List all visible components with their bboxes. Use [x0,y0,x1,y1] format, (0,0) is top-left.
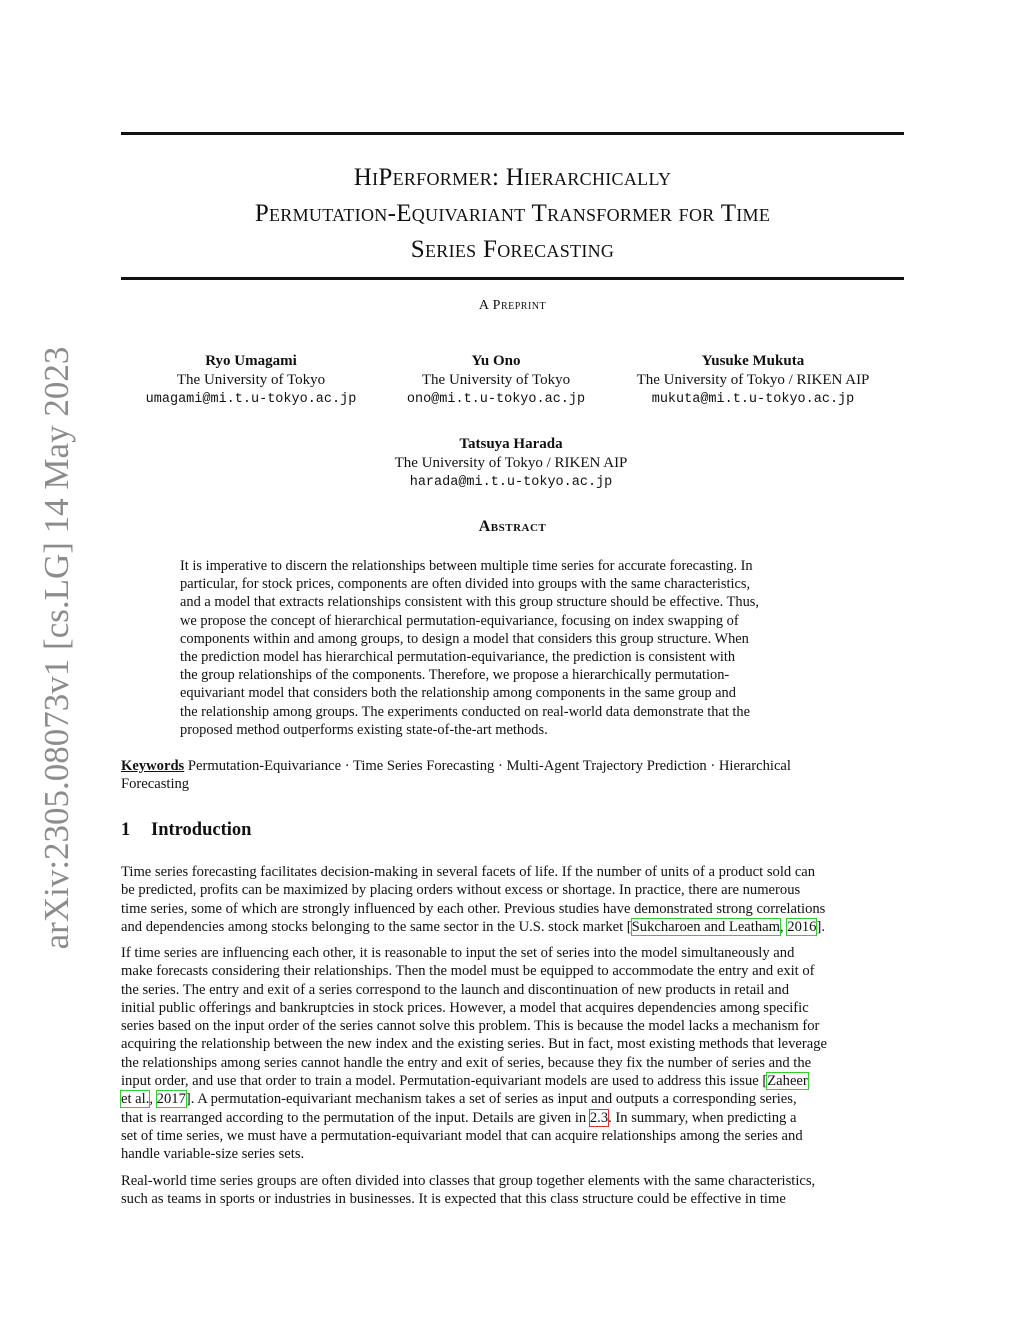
citation-link[interactable]: 2017 [156,1091,186,1108]
keywords-label: Keywords [121,758,185,774]
preprint-label: A Preprint [478,298,547,313]
keywords-list: Permutation-Equivariance · Time Series Forecasting · Multi-Agent Trajectory Prediction · Hierarchical [184,758,791,774]
citation-link[interactable]: Sukcharoen and Leatham [631,918,780,935]
text-line: be predicted, profits can be maximized by placing orders without excess or shortage. In practice, there are numerous [121,882,801,899]
text-line: make forecasts considering their relationships. Then the model must be equipped to accommodate the entry and exit of [121,963,815,980]
abstract-line: we propose the concept of hierarchical permutation-equivariance, focusing on index swapping of [180,612,739,629]
author-name: Yusuke Mukuta [701,353,805,369]
author-name: Tatsuya Harada [459,436,563,452]
text-line: input order, and use that order to train a model. Permutation-equivariant models are used to address this issue [Zaheer [121,1073,808,1090]
text-line: such as teams in sports or industries in businesses. It is expected that this class structure could be effective in time [121,1191,786,1208]
abstract-line: the relationship among groups. The experiments conducted on real-world data demonstrate that the [180,703,750,720]
author-affiliation: The University of Tokyo [421,372,571,388]
keywords [121,758,904,793]
citation-link[interactable]: 2016 [787,918,817,935]
text-line: the series. The entry and exit of a series correspond to the launch and discontinuation of new products in retail and [121,981,790,998]
abstract-text [180,557,847,739]
abstract-line: the group relationships of the components. Therefore, we propose a hierarchically permutation- [180,667,730,684]
author-block [618,352,888,409]
abstract-line: It is imperative to discern the relationships between multiple time series for accurate forecasting. In [180,558,753,574]
title-line: Series Forecasting [410,236,615,263]
text-line: set of time series, we must have a permutation-equivariant model that can acquire relationships among the series and [121,1127,803,1144]
text-line: and dependencies among stocks belonging to the same sector in the U.S. stock market [Sukcharoen and Leatham, 2016]. [121,918,825,935]
text-line: Time series forecasting facilitates decision-making in several facets of life. If the number of units of a product sold can [121,864,816,880]
text-line: acquiring the relationship between the new index and the existing series. But in fact, most existing methods that leverage [121,1036,827,1053]
abstract-line: components within and among groups, to design a model that considers this group structure. When [180,630,749,647]
paragraph [121,944,904,1164]
paragraph [121,863,904,936]
text-line: et al., 2017]. A permutation-equivariant mechanism takes a set of series as input and outputs a corresponding series, [121,1091,797,1108]
text-line: If time series are influencing each other, it is reasonable to input the set of series into the model simultaneously and [121,945,795,961]
abstract-line: and a model that extracts relationships consistent with this group structure should be effective. Thus, [180,594,759,611]
title-bottom-rule [121,277,904,280]
abstract-line: proposed method outperforms existing state-of-the-art methods. [180,721,548,738]
text-line: series based on the input order of the series cannot solve this problem. This is because the model lacks a mechanism for [121,1018,820,1035]
author-affiliation: The University of Tokyo [176,372,326,388]
author-name: Ryo Umagami [205,353,297,369]
citation-link[interactable]: et al. [121,1091,150,1108]
author-email[interactable]: ono@mi.t.u-tokyo.ac.jp [406,392,586,407]
author-email[interactable]: umagami@mi.t.u-tokyo.ac.jp [145,392,357,407]
paper-title [121,160,904,268]
text-line: handle variable-size series sets. [121,1146,305,1163]
section-ref-link[interactable]: 2.3 [589,1109,609,1126]
arxiv-side-stamp: arXiv:2305.08073v1 [cs.LG] 14 May 2023 [37,346,76,950]
abstract-line: the prediction model has hierarchical permutation-equivariance, the prediction is consistent with [180,649,736,666]
author-affiliation: The University of Tokyo / RIKEN AIP [394,455,628,471]
author-email[interactable]: harada@mi.t.u-tokyo.ac.jp [409,475,613,490]
text-line: initial public offerings and bankruptcies in stock prices. However, a model that acquires dependencies among specific [121,999,809,1016]
paragraph [121,1172,904,1209]
citation-link[interactable]: Zaheer [767,1073,808,1090]
abstract-heading: Abstract [478,518,547,535]
author-block [381,352,611,409]
author-affiliation: The University of Tokyo / RIKEN AIP [636,372,870,388]
keywords-list-cont: Forecasting [121,775,190,792]
text-line: time series, some of which are strongly influenced by each other. Previous studies have demonstrated strong correlations [121,900,826,917]
text-line: the relationships among series cannot handle the entry and exit of series, because they fix the number of series and the [121,1054,812,1071]
title-line: HiPerformer: Hierarchically [353,164,672,191]
section-heading [121,820,251,841]
title-top-rule [121,132,904,135]
section-number: 1 [121,820,131,840]
section-title: Introduction [151,820,252,840]
title-line: Permutation-Equivariant Transformer for Time [254,200,771,227]
author-block [136,352,366,409]
abstract-line: equivariant model that considers both the relationship among components in the same group and [180,685,736,702]
text-line: that is rearranged according to the permutation of the input. Details are given in 2.3. In summary, when predicting a [121,1109,797,1126]
author-email[interactable]: mukuta@mi.t.u-tokyo.ac.jp [651,392,855,407]
text-line: Real-world time series groups are often divided into classes that group together elements with the same characteristics, [121,1173,816,1189]
abstract-line: particular, for stock prices, components are often divided into groups with the same characteristics, [180,576,751,593]
author-block [361,435,661,492]
author-name: Yu Ono [471,353,521,369]
